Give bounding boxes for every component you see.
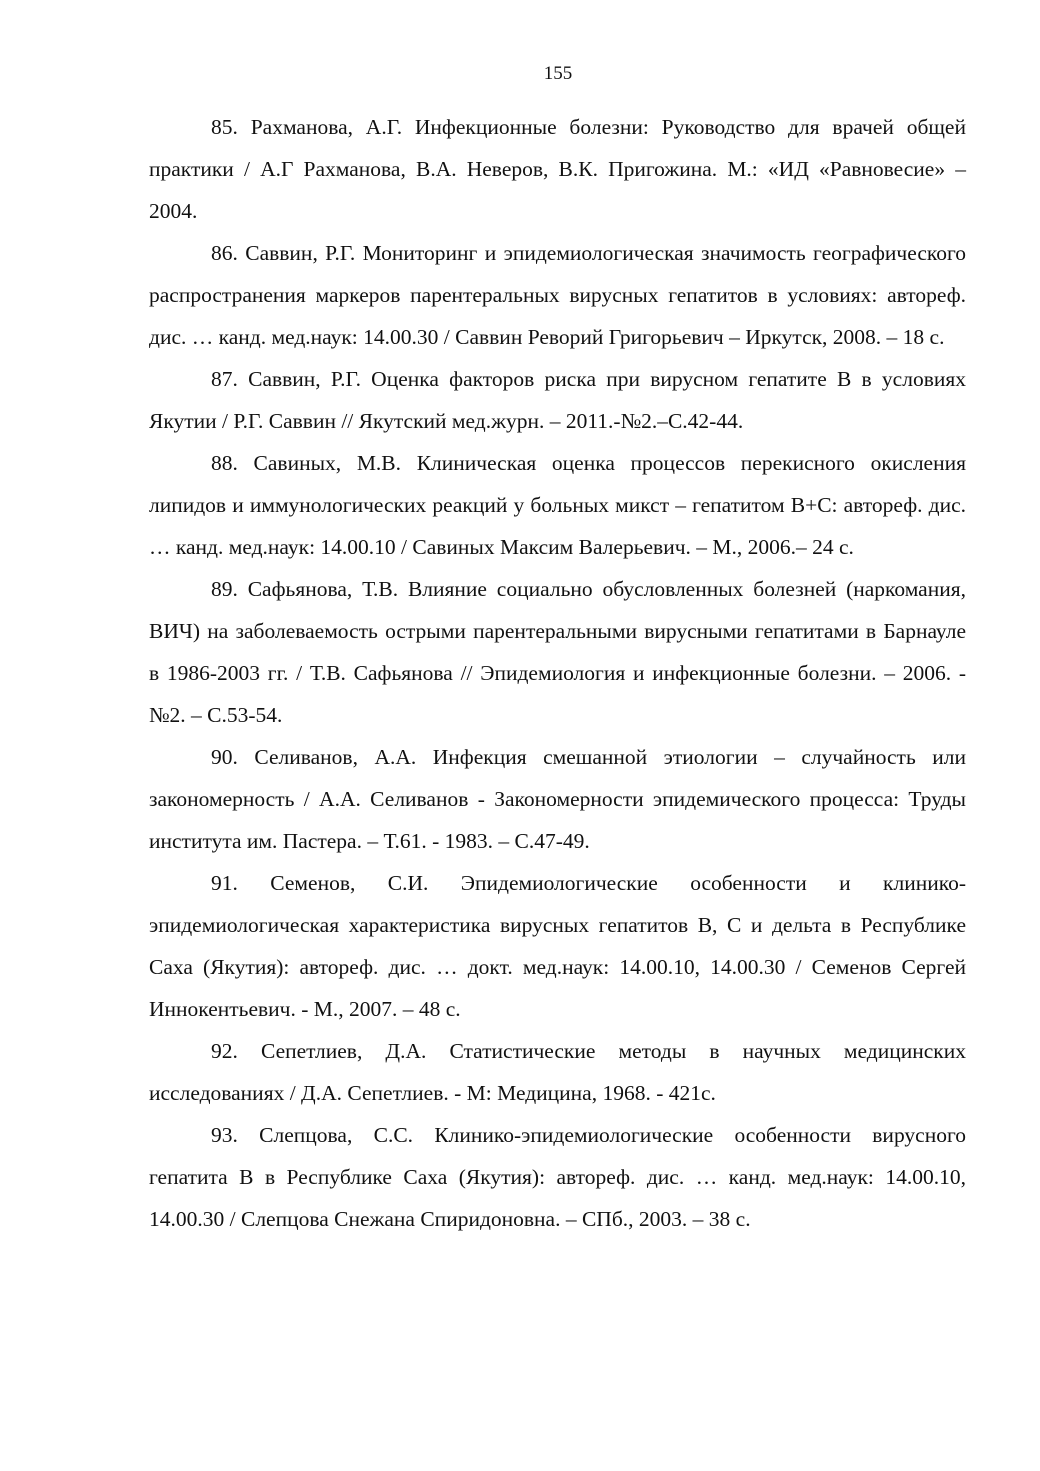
reference-item: 85. Рахманова, А.Г. Инфекционные болезни: Руководство для врачей общей практики / А.Г Рахманова, В.А. Неверов, В.К. Пригожина. М.: «ИД «Равновесие» – 2004. <box>149 115 966 223</box>
reference-item: 92. Сепетлиев, Д.А. Статистические методы в научных медицинских исследованиях / Д.А. Сепетлиев. - М: Медицина, 1968. - 421с. <box>149 1039 966 1105</box>
reference-item: 89. Сафьянова, Т.В. Влияние социально обусловленных болезней (наркомания, ВИЧ) на заболеваемость острыми парентеральными вирусными гепатитами в Барнауле в 1986-2003 гг. / Т.В. Сафьянова // Эпидемиология и инфекционные болезни. – 2006. - №2. – С.53-54. <box>149 577 966 727</box>
reference-item: 93. Слепцова, С.С. Клинико-эпидемиологические особенности вирусного гепатита В в Республике Саха (Якутия): автореф. дис. … канд. мед.наук: 14.00.10, 14.00.30 / Слепцова Снежана Спиридоновна. – СПб., 2003. – 38 с. <box>149 1123 966 1231</box>
reference-item: 87. Саввин, Р.Г. Оценка факторов риска при вирусном гепатите В в условиях Якутии / Р.Г. Саввин // Якутский мед.журн. – 2011.-№2.–С.42-44. <box>149 367 966 433</box>
reference-item: 88. Савиных, М.В. Клиническая оценка процессов перекисного окисления липидов и иммунологических реакций у больных микст – гепатитом В+С: автореф. дис. … канд. мед.наук: 14.00.10 / Савиных Максим Валерьевич. – М., 2006.– 24 с. <box>149 451 966 559</box>
reference-item: 90. Селиванов, А.А. Инфекция смешанной этиологии – случайность или закономерность / А.А. Селиванов - Закономерности эпидемического процесса: Труды института им. Пастера. – Т.61. - 1983. – С.47-49. <box>149 745 966 853</box>
page-number: 155 <box>543 63 573 84</box>
reference-item: 91. Семенов, С.И. Эпидемиологические особенности и клинико-эпидемиологическая характеристика вирусных гепатитов В, С и дельта в Республике Саха (Якутия): автореф. дис. … докт. мед.наук: 14.00.10, 14.00.30 / Семенов Сергей Иннокентьевич. - М., 2007. – 48 с. <box>149 871 966 1021</box>
reference-list <box>149 106 966 1240</box>
reference-item: 86. Саввин, Р.Г. Мониторинг и эпидемиологическая значимость географического распространения маркеров парентеральных вирусных гепатитов в условиях: автореф. дис. … канд. мед.наук: 14.00.30 / Саввин Реворий Григорьевич – Иркутск, 2008. – 18 с. <box>149 241 966 349</box>
